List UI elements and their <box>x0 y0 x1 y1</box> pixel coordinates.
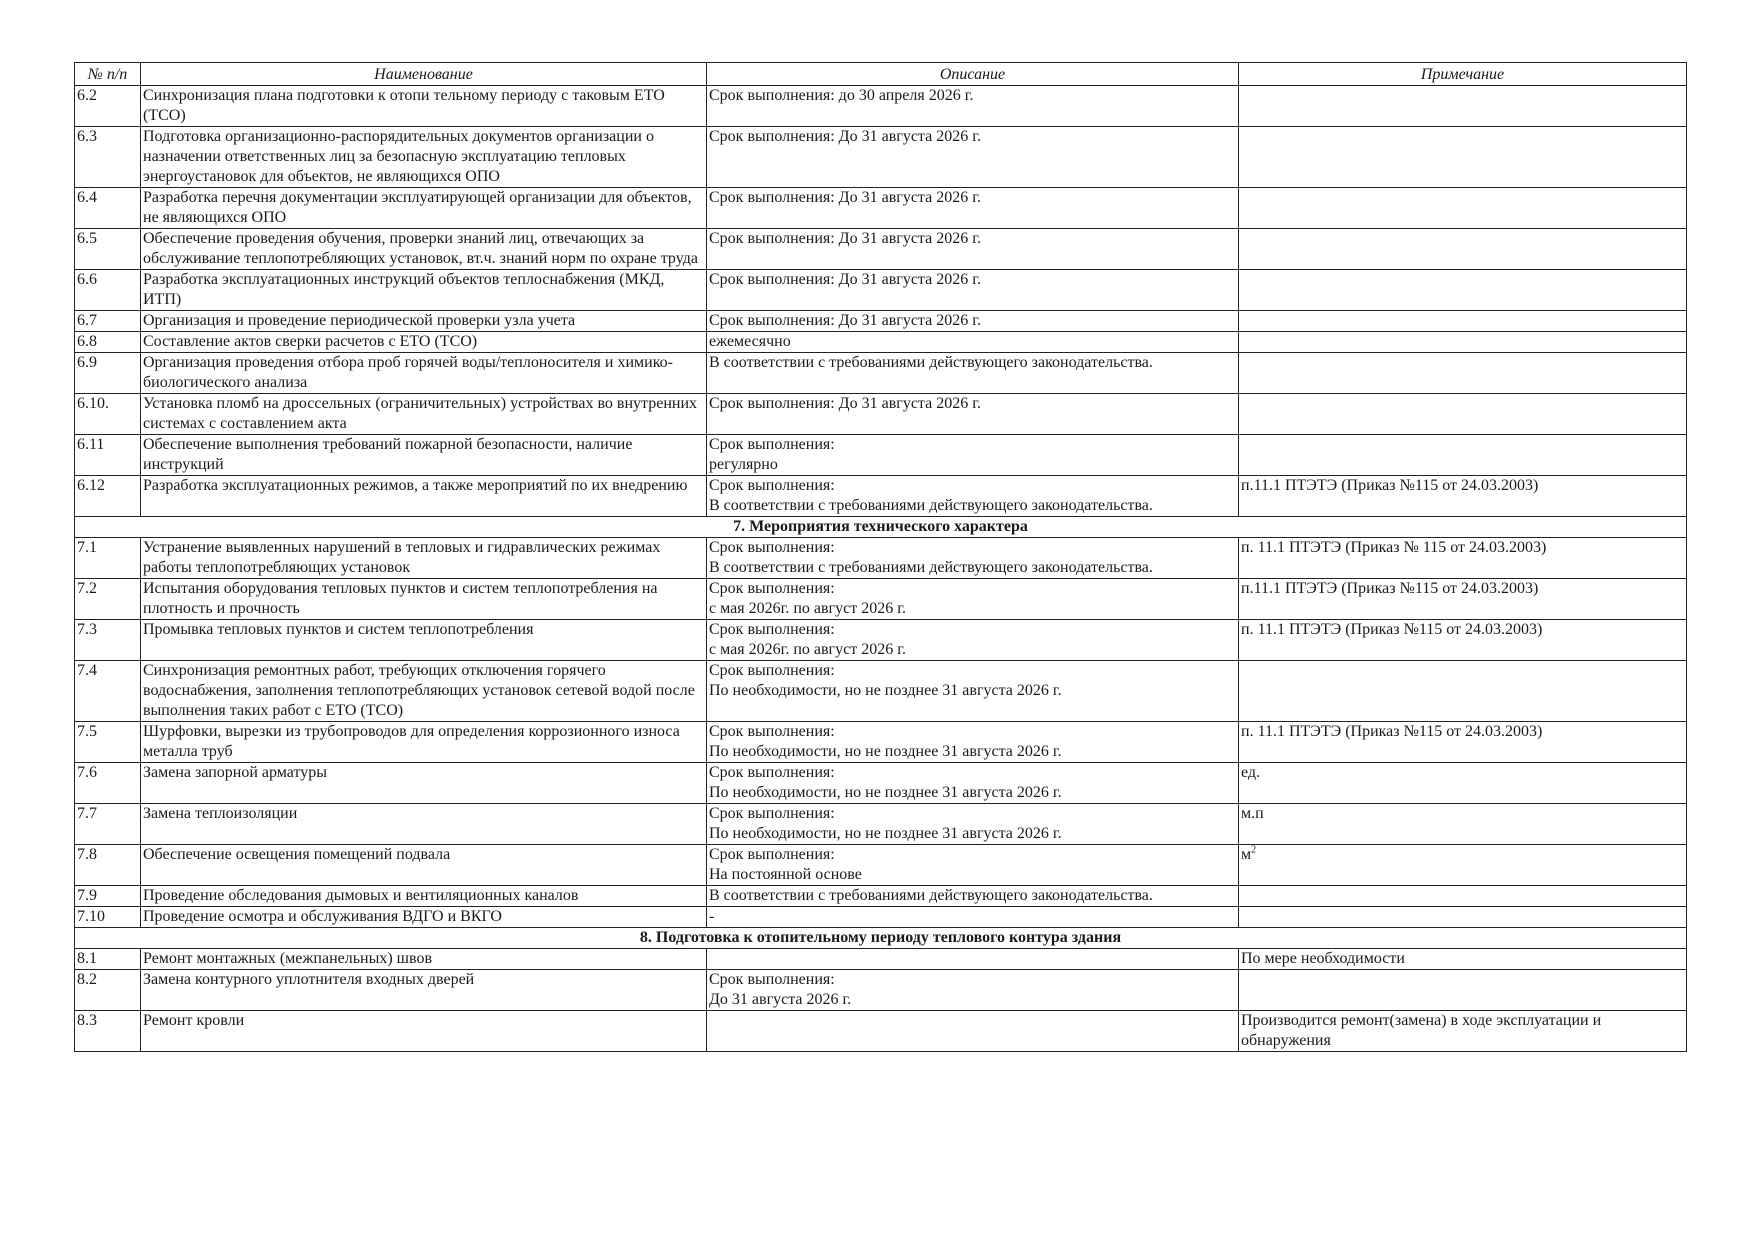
row-note <box>1239 435 1687 476</box>
table-row <box>75 949 1687 970</box>
description-line: Срок выполнения: <box>709 971 835 988</box>
row-number: 8.2 <box>75 970 141 1011</box>
table-row <box>75 270 1687 311</box>
row-description <box>707 907 1239 928</box>
row-description <box>707 311 1239 332</box>
description-line: По необходимости, но не позднее 31 августа 2026 г. <box>709 743 1062 760</box>
table-row <box>75 722 1687 763</box>
note-text: Производится ремонт(замена) в ходе эксплуатации и обнаружения <box>1241 1012 1602 1049</box>
row-description <box>707 763 1239 804</box>
table-row <box>75 394 1687 435</box>
row-name: Синхронизация плана подготовки к отопи тельному периоду с таковым ЕТО (ТСО) <box>141 86 707 127</box>
description-line: Срок выполнения: <box>709 580 835 597</box>
description-line: - <box>709 908 715 925</box>
description-line: ежемесячно <box>709 333 791 350</box>
row-name: Разработка эксплуатационных режимов, а также мероприятий по их внедрению <box>141 476 707 517</box>
row-note <box>1239 538 1687 579</box>
row-number: 7.9 <box>75 886 141 907</box>
description-line: Срок выполнения: До 31 августа 2026 г. <box>709 230 981 247</box>
row-name: Шурфовки, вырезки из трубопроводов для определения коррозионного износа металла труб <box>141 722 707 763</box>
row-note <box>1239 949 1687 970</box>
row-name: Испытания оборудования тепловых пунктов и систем теплопотребления на плотность и прочность <box>141 579 707 620</box>
row-number: 7.4 <box>75 661 141 722</box>
row-name: Разработка эксплуатационных инструкций объектов теплоснабжения (МКД, ИТП) <box>141 270 707 311</box>
description-line: Срок выполнения: <box>709 539 835 556</box>
row-name: Обеспечение выполнения требований пожарной безопасности, наличие инструкций <box>141 435 707 476</box>
description-line: В соответствии с требованиями действующего законодательства. <box>709 354 1153 371</box>
table-row <box>75 886 1687 907</box>
header-name: Наименование <box>141 63 707 86</box>
description-line: По необходимости, но не позднее 31 августа 2026 г. <box>709 682 1062 699</box>
table-row <box>75 229 1687 270</box>
row-note <box>1239 886 1687 907</box>
description-line: По необходимости, но не позднее 31 августа 2026 г. <box>709 825 1062 842</box>
row-note <box>1239 270 1687 311</box>
description-line: На постоянной основе <box>709 866 862 883</box>
row-description <box>707 435 1239 476</box>
row-number: 7.1 <box>75 538 141 579</box>
row-note <box>1239 188 1687 229</box>
row-name: Подготовка организационно-распорядительных документов организации о назначении ответственных лиц за безопасную эксплуатацию тепловых энергоустановок для объектов, не являющихся ОПО <box>141 127 707 188</box>
table-row <box>75 127 1687 188</box>
row-number: 7.7 <box>75 804 141 845</box>
row-name: Проведение осмотра и обслуживания ВДГО и ВКГО <box>141 907 707 928</box>
row-note <box>1239 311 1687 332</box>
row-description <box>707 949 1239 970</box>
row-name: Замена запорной арматуры <box>141 763 707 804</box>
description-line: Срок выполнения: <box>709 436 835 453</box>
table-row <box>75 620 1687 661</box>
row-note <box>1239 661 1687 722</box>
description-line: До 31 августа 2026 г. <box>709 991 852 1008</box>
table-header-row <box>75 63 1687 86</box>
row-note <box>1239 620 1687 661</box>
table-row <box>75 661 1687 722</box>
description-line: Срок выполнения: <box>709 662 835 679</box>
row-description <box>707 353 1239 394</box>
note-text: п. 11.1 ПТЭТЭ (Приказ №115 от 24.03.2003) <box>1241 723 1543 740</box>
row-number: 6.6 <box>75 270 141 311</box>
row-note <box>1239 353 1687 394</box>
note-text: ед. <box>1241 764 1261 781</box>
row-number: 7.10 <box>75 907 141 928</box>
row-description <box>707 804 1239 845</box>
row-note <box>1239 332 1687 353</box>
row-name: Организация проведения отбора проб горячей воды/теплоносителя и химико-биологического анализа <box>141 353 707 394</box>
note-text: п.11.1 ПТЭТЭ (Приказ №115 от 24.03.2003) <box>1241 580 1539 597</box>
description-line: Срок выполнения: До 31 августа 2026 г. <box>709 395 981 412</box>
section-header-row <box>75 928 1687 949</box>
row-description <box>707 661 1239 722</box>
row-name: Синхронизация ремонтных работ, требующих отключения горячего водоснабжения, заполнения теплопотребляющих установок сетевой водой после выполнения таких работ с ЕТО (ТСО) <box>141 661 707 722</box>
description-line: Срок выполнения: <box>709 621 835 638</box>
row-description <box>707 722 1239 763</box>
table-row <box>75 1011 1687 1052</box>
row-number: 7.5 <box>75 722 141 763</box>
row-description <box>707 476 1239 517</box>
row-note <box>1239 763 1687 804</box>
description-line: По необходимости, но не позднее 31 августа 2026 г. <box>709 784 1062 801</box>
note-text: По мере необходимости <box>1241 950 1405 967</box>
table-row <box>75 476 1687 517</box>
header-number: № п/п <box>75 63 141 86</box>
row-name: Устранение выявленных нарушений в тепловых и гидравлических режимах работы теплопотребляющих установок <box>141 538 707 579</box>
description-line: Срок выполнения: До 31 августа 2026 г. <box>709 312 981 329</box>
row-name: Промывка тепловых пунктов и систем теплопотребления <box>141 620 707 661</box>
row-number: 6.12 <box>75 476 141 517</box>
row-note <box>1239 229 1687 270</box>
row-name: Замена контурного уплотнителя входных дверей <box>141 970 707 1011</box>
row-note <box>1239 804 1687 845</box>
section-title: 8. Подготовка к отопительному периоду теплового контура здания <box>75 928 1687 949</box>
row-name: Обеспечение проведения обучения, проверки знаний лиц, отвечающих за обслуживание теплопотребляющих установок, вт.ч. знаний норм по охране труда <box>141 229 707 270</box>
row-name: Разработка перечня документации эксплуатирующей организации для объектов, не являющихся ОПО <box>141 188 707 229</box>
row-note <box>1239 845 1687 886</box>
plan-table <box>74 62 1687 1052</box>
table-row <box>75 311 1687 332</box>
table-row <box>75 763 1687 804</box>
row-name: Ремонт монтажных (межпанельных) швов <box>141 949 707 970</box>
row-number: 8.3 <box>75 1011 141 1052</box>
row-name: Установка пломб на дроссельных (ограничительных) устройствах во внутренних системах с составлением акта <box>141 394 707 435</box>
description-line: с мая 2026г. по август 2026 г. <box>709 641 906 658</box>
row-name: Составление актов сверки расчетов с ЕТО (ТСО) <box>141 332 707 353</box>
row-description <box>707 270 1239 311</box>
description-line: В соответствии с требованиями действующего законодательства. <box>709 497 1153 514</box>
row-note <box>1239 394 1687 435</box>
section-title: 7. Мероприятия технического характера <box>75 517 1687 538</box>
row-number: 7.8 <box>75 845 141 886</box>
table-row <box>75 845 1687 886</box>
row-name: Замена теплоизоляции <box>141 804 707 845</box>
table-row <box>75 188 1687 229</box>
row-number: 6.8 <box>75 332 141 353</box>
header-description: Описание <box>707 63 1239 86</box>
description-line: Срок выполнения: <box>709 846 835 863</box>
row-description <box>707 970 1239 1011</box>
table-body <box>75 86 1687 1052</box>
row-description <box>707 620 1239 661</box>
description-line: Срок выполнения: <box>709 723 835 740</box>
row-note <box>1239 127 1687 188</box>
table-row <box>75 579 1687 620</box>
row-description <box>707 332 1239 353</box>
row-number: 6.3 <box>75 127 141 188</box>
row-number: 6.10. <box>75 394 141 435</box>
description-line: В соответствии с требованиями действующего законодательства. <box>709 559 1153 576</box>
row-number: 7.3 <box>75 620 141 661</box>
row-description <box>707 1011 1239 1052</box>
row-note <box>1239 970 1687 1011</box>
row-number: 6.4 <box>75 188 141 229</box>
row-name: Ремонт кровли <box>141 1011 707 1052</box>
table-row <box>75 907 1687 928</box>
row-note <box>1239 579 1687 620</box>
row-name: Обеспечение освещения помещений подвала <box>141 845 707 886</box>
description-line: Срок выполнения: <box>709 477 835 494</box>
row-description <box>707 538 1239 579</box>
row-number: 6.2 <box>75 86 141 127</box>
row-description <box>707 86 1239 127</box>
row-note <box>1239 1011 1687 1052</box>
row-note <box>1239 907 1687 928</box>
description-line: Срок выполнения: До 31 августа 2026 г. <box>709 128 981 145</box>
table-row <box>75 538 1687 579</box>
table-row <box>75 804 1687 845</box>
header-note: Примечание <box>1239 63 1687 86</box>
row-description <box>707 886 1239 907</box>
description-line: с мая 2026г. по август 2026 г. <box>709 600 906 617</box>
row-description <box>707 229 1239 270</box>
note-text: п. 11.1 ПТЭТЭ (Приказ №115 от 24.03.2003) <box>1241 621 1543 638</box>
table-row <box>75 332 1687 353</box>
description-line: регулярно <box>709 456 778 473</box>
row-description <box>707 579 1239 620</box>
table-row <box>75 435 1687 476</box>
note-superscript: 2 <box>1251 844 1257 856</box>
table-row <box>75 353 1687 394</box>
description-line: Срок выполнения: <box>709 764 835 781</box>
row-description <box>707 394 1239 435</box>
description-line: Срок выполнения: До 31 августа 2026 г. <box>709 189 981 206</box>
row-number: 7.2 <box>75 579 141 620</box>
description-line: В соответствии с требованиями действующего законодательства. <box>709 887 1153 904</box>
row-description <box>707 127 1239 188</box>
table-row <box>75 970 1687 1011</box>
row-note <box>1239 476 1687 517</box>
row-description <box>707 188 1239 229</box>
description-line: Срок выполнения: до 30 апреля 2026 г. <box>709 87 974 104</box>
row-note <box>1239 722 1687 763</box>
note-text: п.11.1 ПТЭТЭ (Приказ №115 от 24.03.2003) <box>1241 477 1539 494</box>
row-number: 6.9 <box>75 353 141 394</box>
description-line: Срок выполнения: <box>709 805 835 822</box>
row-name: Организация и проведение периодической проверки узла учета <box>141 311 707 332</box>
description-line: Срок выполнения: До 31 августа 2026 г. <box>709 271 981 288</box>
row-number: 6.7 <box>75 311 141 332</box>
row-description <box>707 845 1239 886</box>
note-text: м.п <box>1241 805 1264 822</box>
section-header-row <box>75 517 1687 538</box>
row-number: 6.11 <box>75 435 141 476</box>
row-note <box>1239 86 1687 127</box>
note-text: м <box>1241 846 1252 863</box>
row-number: 7.6 <box>75 763 141 804</box>
row-number: 6.5 <box>75 229 141 270</box>
note-text: п. 11.1 ПТЭТЭ (Приказ № 115 от 24.03.2003) <box>1241 539 1547 556</box>
table-row <box>75 86 1687 127</box>
row-number: 8.1 <box>75 949 141 970</box>
row-name: Проведение обследования дымовых и вентиляционных каналов <box>141 886 707 907</box>
